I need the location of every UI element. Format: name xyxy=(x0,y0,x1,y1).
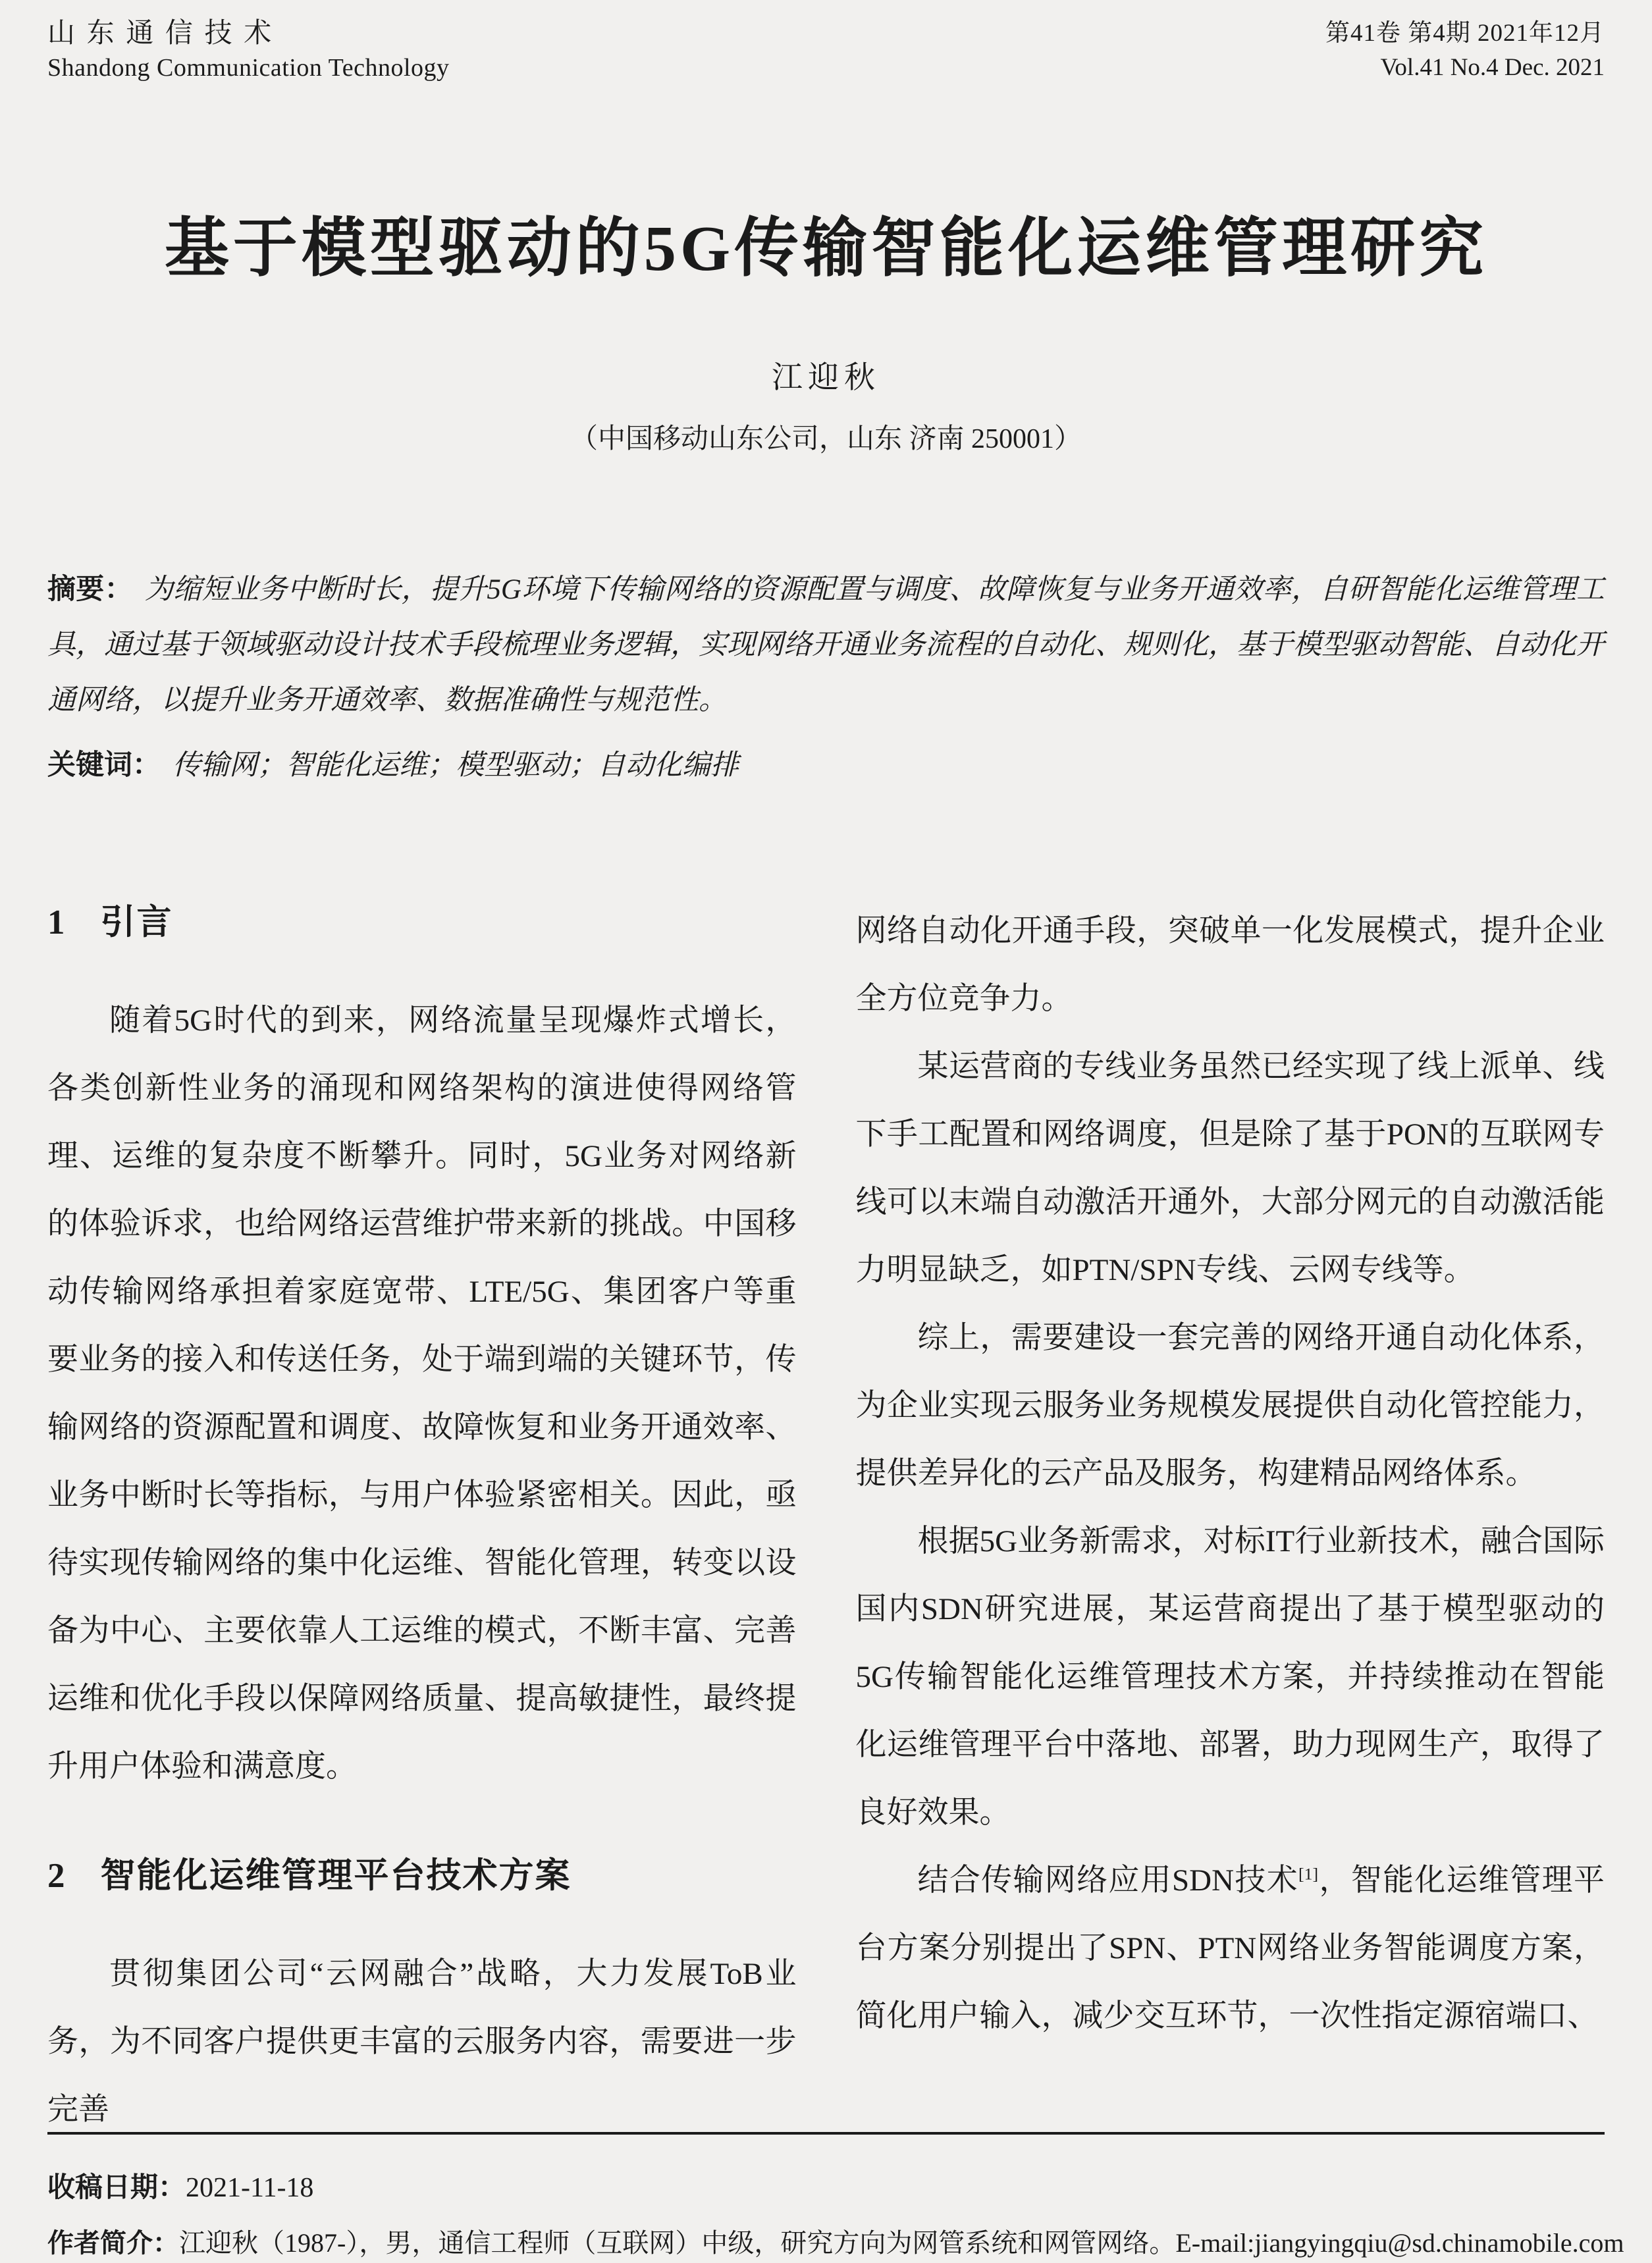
journal-issue-cn: 第41卷 第4期 2021年12月 xyxy=(1325,20,1605,47)
paragraph-sdn-application xyxy=(856,1847,1605,2050)
abstract-block xyxy=(47,562,1605,793)
section-2-paragraph-start: 贯彻集团公司“云网融合”战略，大力发展ToB业务，为不同客户提供更丰富的云服务内容，需要进一步完善 xyxy=(47,1957,797,2127)
keywords-paragraph xyxy=(47,737,1605,793)
section-1-number: 1 xyxy=(47,903,67,942)
journal-name-block xyxy=(47,16,450,84)
received-date-line xyxy=(47,2170,1605,2205)
intro-paragraph: 随着5G时代的到来，网络流量呈现爆炸式增长，各类创新性业务的涌现和网络架构的演进使得网络管理、运维的复杂度不断攀升。同时，5G业务对网络新的体验诉求，也给网络运营维护带来新的挑战。中国移动传输网络承担着家庭宽带、LTE/5G、集团客户等重要业务的接入和传送任务，处于端到端的关键环节，传输网络的资源配置和调度、故障恢复和业务开通效率、业务中断时长等指标，与用户体验紧密相关。因此，亟待实现传输网络的集中化运维、智能化管理，转变以设备为中心、主要依靠人工运维的模式，不断丰富、完善运维和优化手段以保障网络质量、提高敏捷性，最终提升用户体验和满意度。 xyxy=(47,1003,797,1784)
author-bio-label: 作者简介： xyxy=(47,2229,179,2258)
author-bio-line xyxy=(47,2226,1624,2260)
journal-name-cn: 山东通信技术 xyxy=(47,18,283,49)
sdn-text-after-ref: ，智能化运维管理平台方案分别提出了SPN、PTN网络业务智能调度方案，简化用户输入，减少交互环节，一次性指定源宿端口、 xyxy=(855,1863,1605,2033)
journal-issue-block xyxy=(1325,16,1605,84)
paragraph-private-line: 某运营商的专线业务虽然已经实现了线上派单、线下手工配置和网络调度，但是除了基于PON的互联网专线可以末端自动激活开通外，大部分网元的自动激活能力明显缺乏，如PTN/SPN专线、云网专线等。 xyxy=(855,1050,1605,1287)
section-2-title: 智能化运维管理平台技术方案 xyxy=(100,1856,572,1895)
section-2-number: 2 xyxy=(47,1857,67,1895)
author-bio-text: 江迎秋（1987-），男，通信工程师（互联网）中级，研究方向为网管系统和网管网络。E-mail:jiangyingqiu@sd.chinamobile.com xyxy=(179,2228,1624,2258)
paragraph-5g-requirements: 根据5G业务新需求，对标IT行业新技术，融合国际国内SDN研究进展，某运营商提出了基于模型驱动的5G传输智能化运维管理技术方案，并持续推动在智能化运维管理平台中落地、部署，助力现网生产，取得了良好效果。 xyxy=(855,1524,1605,1830)
abstract-text: 为缩短业务中断时长，提升5G环境下传输网络的资源配置与调度、故障恢复与业务开通效率，自研智能化运维管理工具，通过基于领域驱动设计技术手段梳理业务逻辑，实现网络开通业务流程的自动化、规则化，基于模型驱动智能、自动化开通网络，以提升业务开通效率、数据准确性与规范性。 xyxy=(47,574,1605,716)
received-date-label: 收稿日期： xyxy=(47,2171,186,2202)
section-1-title: 引言 xyxy=(100,903,173,942)
received-date-value: 2021-11-18 xyxy=(186,2173,314,2203)
journal-name-en: Shandong Communication Technology xyxy=(47,54,450,82)
running-head xyxy=(47,16,1605,84)
keywords-text: 传输网；智能化运维；模型驱动；自动化编排 xyxy=(173,750,739,781)
journal-issue-en: Vol.41 No.4 Dec. 2021 xyxy=(1380,54,1605,81)
article-affiliation: （中国移动山东公司，山东 济南 250001） xyxy=(570,424,1082,454)
footnote-block xyxy=(47,2132,1624,2260)
article-author: 江迎秋 xyxy=(772,361,880,395)
sdn-text-before-ref: 结合传输网络应用SDN技术 xyxy=(917,1863,1299,1898)
left-column xyxy=(47,897,797,2144)
paragraph-summary-need: 综上，需要建设一套完善的网络开通自动化体系，为企业实现云服务业务规模发展提供自动化管控能力，提供差异化的云产品及服务，构建精品网络体系。 xyxy=(855,1321,1605,1491)
section-2-paragraph-continuation: 网络自动化开通手段，突破单一化发展模式，提升企业全方位竞争力。 xyxy=(855,914,1605,1016)
body-columns xyxy=(47,897,1605,2144)
article-title: 基于模型驱动的5G传输智能化运维管理研究 xyxy=(164,213,1488,284)
section-1-heading xyxy=(47,901,797,944)
citation-ref-1: [1] xyxy=(1298,1864,1319,1884)
abstract-label: 摘要： xyxy=(47,573,133,605)
abstract-paragraph xyxy=(47,562,1605,728)
right-column xyxy=(856,897,1605,2144)
section-2-heading xyxy=(47,1855,797,1897)
keywords-label: 关键词： xyxy=(47,749,161,781)
